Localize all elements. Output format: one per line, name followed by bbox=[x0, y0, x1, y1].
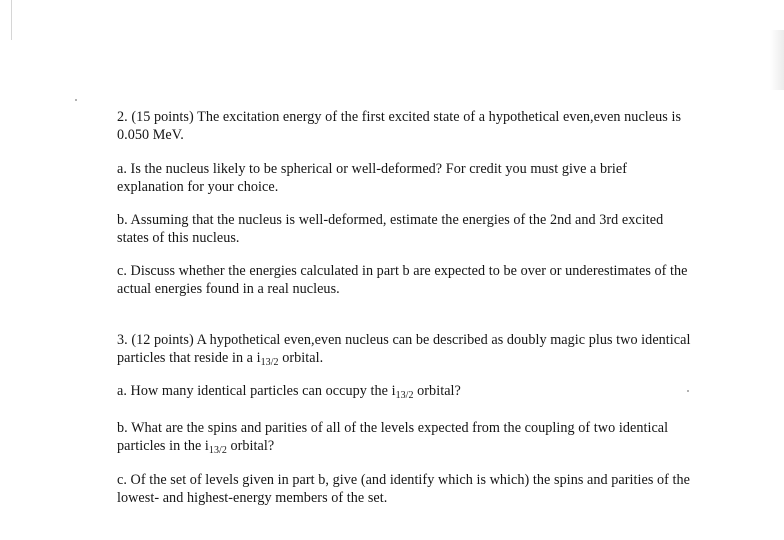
scan-edge-left bbox=[11, 0, 12, 40]
question-2-intro: 2. (15 points) The excitation energy of the first excited state of a hypothetical even,even nucleus is 0.050 MeV. bbox=[117, 109, 682, 143]
question-3-part-b bbox=[117, 419, 697, 455]
orbital-subscript: 13/2 bbox=[395, 390, 414, 401]
question-3-intro-tail: orbital. bbox=[278, 350, 324, 366]
orbital-subscript: 13/2 bbox=[260, 357, 279, 368]
question-3-part-c: c. Of the set of levels given in part b, give (and identify which is which) the spins and parities of the lowest- and highest-energy members of the set. bbox=[117, 472, 690, 506]
question-3-part-b-text: b. What are the spins and parities of all of the levels expected from the coupling of two identical particles in the i bbox=[117, 420, 669, 454]
question-2-part-a: a. Is the nucleus likely to be spherical or well-deformed? For credit you must give a brief explanation for your choice. bbox=[117, 161, 628, 195]
question-3-intro-text: 3. (12 points) A hypothetical even,even nucleus can be described as doubly magic plus two identical particles that reside in a i bbox=[117, 332, 691, 366]
orbital-subscript: 13/2 bbox=[208, 445, 227, 456]
question-3-intro bbox=[117, 331, 697, 367]
question-2-part-c: c. Discuss whether the energies calculated in part b are expected to be over or underestimates of the actual energies found in a real nucleus. bbox=[117, 263, 688, 297]
question-3-part-a-tail: orbital? bbox=[413, 383, 461, 399]
question-2-part-b: b. Assuming that the nucleus is well-deformed, estimate the energies of the 2nd and 3rd excited states of this nucleus. bbox=[117, 212, 664, 246]
scan-speck bbox=[75, 99, 77, 101]
question-3-part-b-tail: orbital? bbox=[226, 438, 275, 454]
question-3-part-a bbox=[117, 382, 697, 400]
question-3-part-a-text: a. How many identical particles can occupy the i bbox=[117, 383, 396, 399]
scan-edge-right bbox=[770, 30, 784, 90]
